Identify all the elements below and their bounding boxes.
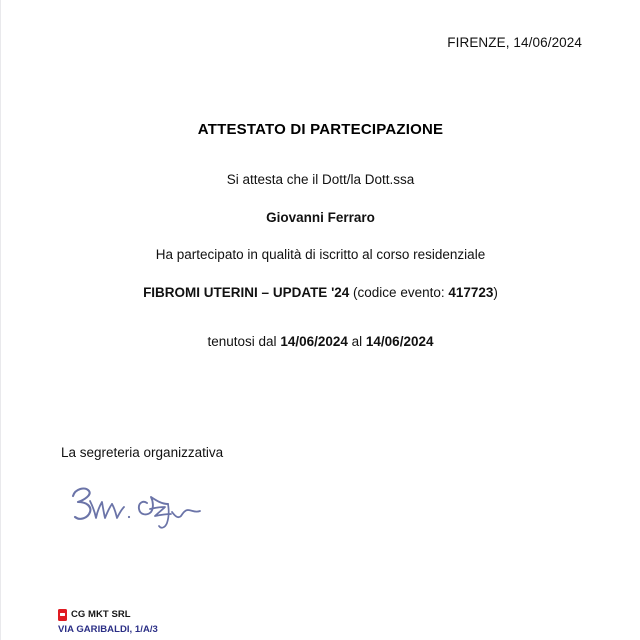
secretary-label: La segreteria organizzativa — [61, 445, 224, 460]
event-code-prefix: (codice evento: — [349, 284, 449, 300]
document-header — [1, 34, 582, 52]
date-to: 14/06/2024 — [365, 333, 434, 349]
place-and-date: FIRENZE, 14/06/2024 — [447, 35, 582, 50]
company-name: CG MKT SRL — [71, 609, 131, 620]
signature-image — [59, 479, 209, 541]
footer-company-row — [58, 608, 358, 621]
page-title: ATTESTATO DI PARTECIPAZIONE — [197, 121, 444, 138]
participation-text: Ha partecipato in qualità di iscritto al corso residenziale — [155, 247, 486, 263]
event-code: 417723 — [448, 284, 494, 300]
footer-secondary-line: VIA GARIBALDI, 1/A/3 — [58, 624, 158, 635]
dates-middle: al — [347, 333, 366, 349]
participant-name: Giovanni Ferraro — [266, 210, 375, 226]
company-logo-icon — [58, 609, 67, 621]
intro-text: Si attesta che il Dott/la Dott.ssa — [226, 172, 415, 187]
event-code-suffix: ) — [493, 284, 498, 300]
date-from: 14/06/2024 — [280, 333, 348, 349]
certificate-body — [1, 172, 640, 350]
footer — [58, 608, 358, 640]
course-title: FIBROMI UTERINI – UPDATE '24 — [143, 284, 350, 300]
course-line — [1, 285, 640, 301]
course-dates-line — [1, 334, 640, 350]
dates-prefix: tenutosi dal — [207, 333, 281, 349]
